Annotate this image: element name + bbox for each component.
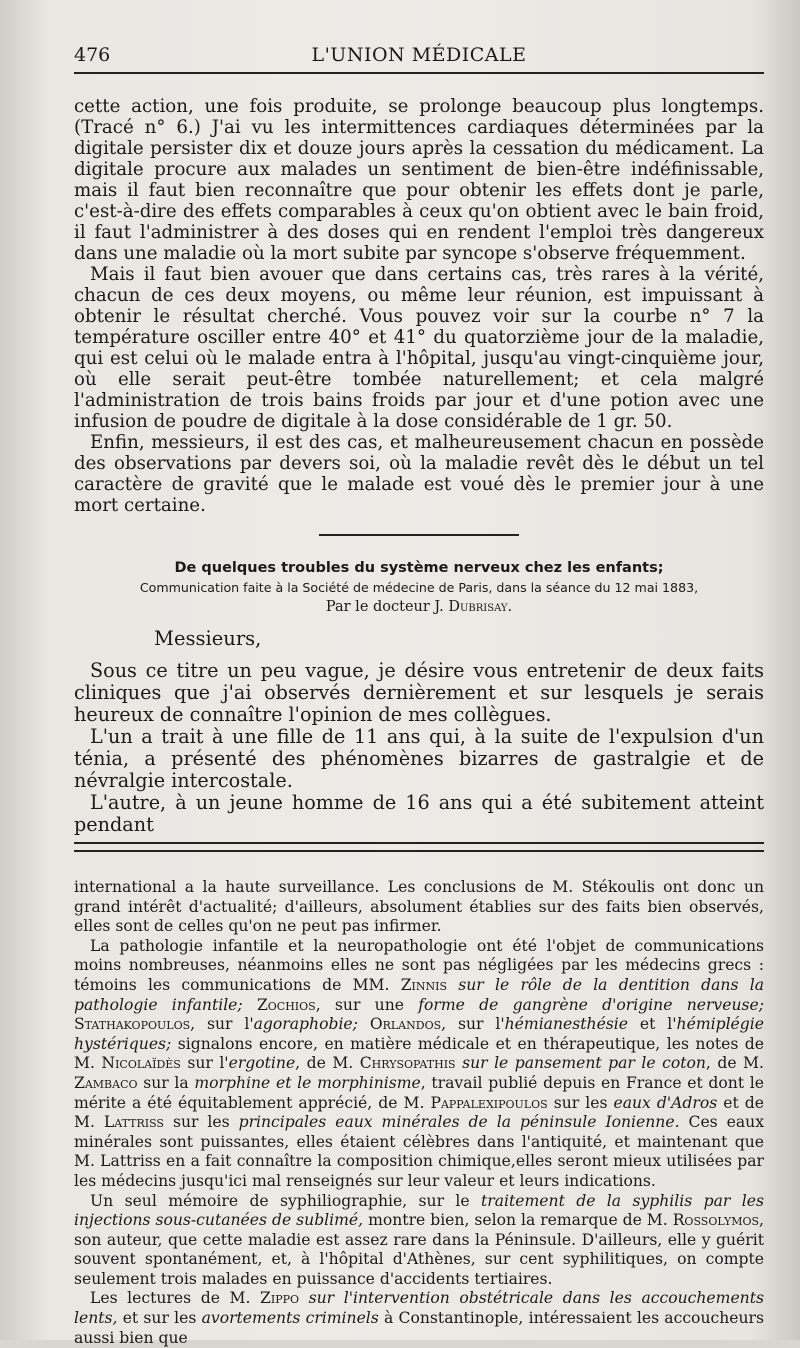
page-number: 476 [74, 44, 111, 66]
paragraph: L'un a trait à une fille de 11 ans qui, à la suite de l'expulsion d'un ténia, a présenté des phénomènes bizarres de gastralgie et de névralgie intercostale. [74, 725, 764, 792]
feuilleton-text [74, 878, 764, 1348]
salutation: Messieurs, [154, 627, 262, 650]
running-header [74, 44, 764, 74]
paragraph: Les lectures de M. Zippo sur l'intervention obstétricale dans les accouchements lents, et sur les avortements criminels à Constantinople, intéressaient les accoucheurs aussi bien que [74, 1289, 764, 1347]
header-rule [74, 72, 764, 74]
paragraph: cette action, une fois produite, se prolonge beaucoup plus longtemps. (Tracé n° 6.) J'ai vu les intermittences cardiaques déterminées par la digitale persister dix et douze jours après la cessation du médicament. La digitale procure aux malades un sentiment de bien-être indéfinissable, mais il faut bien reconnaître que pour obtenir les effets dont je parle, c'est-à-dire des effets comparables à ceux qu'on obtient avec le bain froid, il faut l'administrer à des doses qui en rendent l'emploi très dangereux dans une maladie où la mort subite par syncope s'observe fréquemment. [74, 96, 764, 264]
main-text [74, 96, 764, 836]
paragraph: Enfin, messieurs, il est des cas, et malheureusement chacun en possède des observations par devers soi, où la maladie revêt dès le début un tel caractère de gravité que le malade est voué dès le premier jour à une mort certaine. [74, 432, 764, 516]
article-body [74, 628, 764, 836]
feuilleton-double-rule [74, 842, 764, 852]
article-title: De quelques troubles du système nerveux chez les enfants; [174, 560, 664, 576]
article-subtitle: Communication faite à la Société de médecine de Paris, dans la séance du 12 mai 1883, [139, 580, 699, 595]
article-author [74, 597, 764, 618]
author-prefix: Par le docteur J. [325, 599, 444, 615]
journal-title: L'UNION MÉDICALE [311, 44, 527, 66]
paragraph: international a la haute surveillance. Les conclusions de M. Stékoulis ont donc un grand intérêt d'actualité; d'ailleurs, absolument établies sur des faits bien observés, elles sont de celles qu'on ne peut pas infirmer. [74, 878, 764, 936]
paragraph: La pathologie infantile et la neuropathologie ont été l'objet de communications moins nombreuses, néanmoins elles ne sont pas négligées par les médecins grecs : témoins les communications de MM. Zinnis sur le rôle de la dentition dans la pathologie infantile; Zochios, sur une forme de gangrène d'origine nerveuse; Stathakopoulos, sur l'agoraphobie; Orlandos, sur l'hémianesthésie et l'hémiplégie hystériques; signalons encore, en matière médicale et en thérapeutique, les notes de M. Nicolaïdès sur l'ergotine, de M. Chrysopathis sur le pansement par le coton, de M. Zambaco sur la morphine et le morphinisme, travail publié depuis en France et dont le mérite a été équitablement apprécié, de M. Pappalexipoulos sur les eaux d'Adros et de M. Lattriss sur les principales eaux minérales de la péninsule Ionienne. Ces eaux minérales sont puissantes, elles étaient célèbres dans l'antiquité, et maintenant que M. Lattriss en a fait connaître la composition chimique,elles seront mieux utilisées par les médecins jusqu'ici mal renseignés sur leur valeur et leurs indications. [74, 936, 765, 1190]
paragraph: L'autre, à un jeune homme de 16 ans qui a été subitement atteint pendant [74, 791, 764, 836]
section-separator [319, 534, 519, 536]
author-name: Dubrisay. [448, 599, 513, 615]
paragraph: Un seul mémoire de syphiliographie, sur le traitement de la syphilis par les injections sous-cutanées de sublimé, montre bien, selon la remarque de M. Rossolymos, son auteur, que cette maladie est assez rare dans la Péninsule. D'ailleurs, elle y guérit souvent spontanément, et, à l'hôpital d'Athènes, sur cent syphilitiques, on compte seulement trois malades en puissance d'accidents tertiaires. [74, 1191, 764, 1288]
paragraph: Mais il faut bien avouer que dans certains cas, très rares à la vérité, chacun de ces deux moyens, ou même leur réunion, est impuissant à obtenir le résultat cherché. Vous pouvez voir sur la courbe n° 7 la température osciller entre 40° et 41° du quatorzième jour de la maladie, qui est celui où le malade entra à l'hôpital, jusqu'au vingt-cinquième jour, où elle serait peut-être tombée naturellement; et cela malgré l'administration de trois bains froids par jour et d'une potion avec une infusion de poudre de digitale à la dose considérable de 1 gr. 50. [74, 264, 764, 432]
paragraph: Sous ce titre un peu vague, je désire vous entretenir de deux faits cliniques que j'ai observés dernièrement et sur lesquels je serais heureux de connaître l'opinion de mes collègues. [74, 659, 764, 726]
